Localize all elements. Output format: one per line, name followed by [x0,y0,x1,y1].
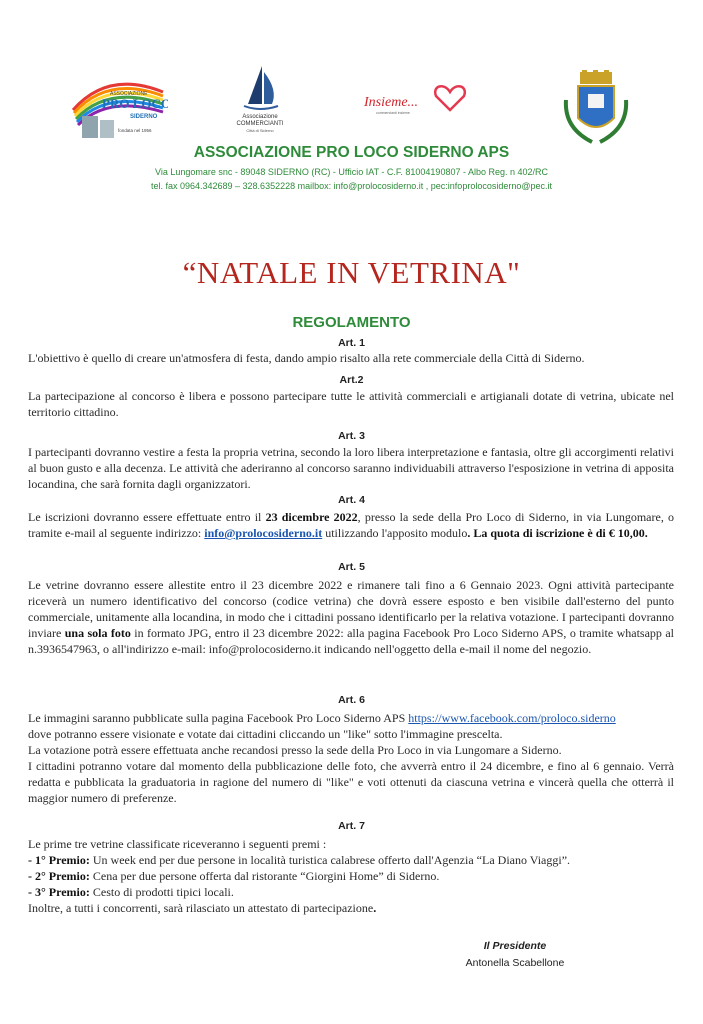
organization-contacts: tel. fax 0964.342689 – 328.6352228 mailbox: info@prolocosiderno.it , pec:infoprolocosiderno@pec.it [150,181,553,191]
article-4-part2: , presso la sede della Pro Loco di Siderno, in via Lungomare, o tramite e-mail al seguente indirizzo: [28,510,674,540]
document-title: “NATALE IN VETRINA" [182,255,521,290]
article-2-text: La partecipazione al concorso è libera e possono partecipare tutte le attività commerciali e artigianali dotate di vetrina, ubicate nel territorio cittadino. [28,389,674,419]
proloco-logo-line4: fondata nel 1956 [118,128,152,133]
prize-1-label: - 1° Premio: [28,853,90,867]
email-link[interactable]: info@prolocosiderno.it [204,526,323,540]
article-5-bold: una sola foto [64,626,131,640]
article-3-heading: Art. 3 [338,430,365,442]
article-5-heading: Art. 5 [338,561,365,573]
organization-address: Via Lungomare snc - 89048 SIDERNO (RC) - Ufficio IAT - C.F. 81004190807 - Albo Reg. n 402/RC [154,167,549,177]
article-6-part2: dove potranno essere visionate e votate dai cittadini cliccando un "like" sotto l'immagine prescelta. [28,727,503,741]
signature-title: Il Presidente [483,940,547,952]
city-crest-icon [560,70,632,152]
article-7-intro: Le prime tre vetrine classificate riceveranno i seguenti premi : [28,837,327,851]
article-4-text [28,509,674,541]
article-6-text [28,710,674,806]
proloco-logo-line1: ASSOCIAZIONE [110,91,148,97]
sailboat-logo-icon [232,64,288,134]
proloco-logo-icon [68,72,168,142]
article-6-heading: Art. 6 [338,694,365,706]
commercianti-logo-line1: Associazione [242,114,278,120]
article-5-part1: Le vetrine dovranno essere allestite entro il 23 dicembre 2022 e rimanere tali fino a 6 Gennaio 2023. Ogni attività partecipante riceverà un numero identificativo del concorso (codice vetrina) che dovrà essere esposto e ben visibile dall'esterno del punto commerciale, unitamente alla locandina, in modo che i cittadini possano identificarlo per la relativa votazione. I partecipanti dovranno inviare [28,578,674,640]
organization-name: ASSOCIAZIONE PRO LOCO SIDERNO APS [193,144,510,161]
article-4-heading: Art. 4 [338,494,365,506]
article-7-heading: Art. 7 [338,820,365,832]
prize-2-label: - 2° Premio: [28,869,90,883]
article-1-text: L'obiettivo è quello di creare un'atmosfera di festa, dando ampio risalto alla rete commerciale della Città di Siderno. [28,351,585,365]
article-5-text [28,577,674,657]
proloco-logo-line3: SIDERNO [130,114,158,120]
commercianti-logo-line2: COMMERCIANTI [236,121,284,127]
article-4-part3: utilizzando l'apposito modulo [322,526,468,540]
article-7-closing-dot: . [373,901,377,915]
article-5-part2: in formato JPG, entro il 23 dicembre 2022: alla pagina Facebook Pro Loco Siderno APS, o tramite whatsapp al n.3936547963, o all'indirizzo e-mail: info@prolocosiderno.it indicando nell'oggetto della e-mail il nome del negozio. [28,626,674,656]
article-4-part4: . La quota di iscrizione è di € 10,00. [467,526,648,540]
commercianti-logo-line3: Città di Siderno [246,128,274,133]
prize-1-text: Un week end per due persone in località turistica calabrese offerto dall'Agenzia “La Diano Viaggi”. [89,853,571,867]
heart-logo-icon [362,78,472,118]
insieme-logo-text: Insieme... [364,95,419,110]
article-3-text: I partecipanti dovranno vestire a festa la propria vetrina, secondo la loro libera interpretazione e fantasia, oltre gli accorgimenti relativi al buon gusto e alla decenza. Le attività che aderiranno al concorso saranno individuabili attraverso l'esposizione in vetrina di apposita locandina, che sarà fornita dagli organizzatori. [28,445,674,491]
article-6-part1: Le immagini saranno pubblicate sulla pagina Facebook Pro Loco Siderno APS [28,711,409,725]
article-7-text [28,836,674,916]
facebook-link[interactable]: https://www.facebook.com/proloco.siderno [408,711,616,725]
article-1-heading: Art. 1 [338,337,365,349]
signature-name: Antonella Scabellone [465,957,565,969]
article-7-closing: Inoltre, a tutti i concorrenti, sarà rilasciato un attestato di partecipazione [28,901,374,915]
proloco-logo-line2: PRO LOCO [102,96,168,111]
document-subtitle: REGOLAMENTO [292,314,411,331]
prize-3-label: - 3° Premio: [28,885,90,899]
article-4-part1: Le iscrizioni dovranno essere effettuate entro il [28,510,266,524]
prize-2-text: Cena per due persone offerta dal ristorante “Giorgini Home” di Siderno. [89,869,440,883]
article-2-heading: Art.2 [339,374,364,386]
insieme-logo-sub: commercianti insieme [376,111,410,115]
prize-3-text: Cesto di prodotti tipici locali. [89,885,234,899]
article-4-date: 23 dicembre 2022 [265,510,358,524]
article-6-part3: La votazione potrà essere effettuata anche recandosi presso la sede della Pro Loco in via Lungomare a Siderno. [28,743,562,757]
article-6-part4: I cittadini potranno votare dal momento della pubblicazione delle foto, che avverrà entro il 24 dicembre, e fino al 6 gennaio. Verrà redatta e pubblicata la graduatoria in ragione del numero di "like" e voti ottenuti da ciascuna vetrina e vincerà quella che otterrà il maggior numero di preferenze. [28,759,674,805]
